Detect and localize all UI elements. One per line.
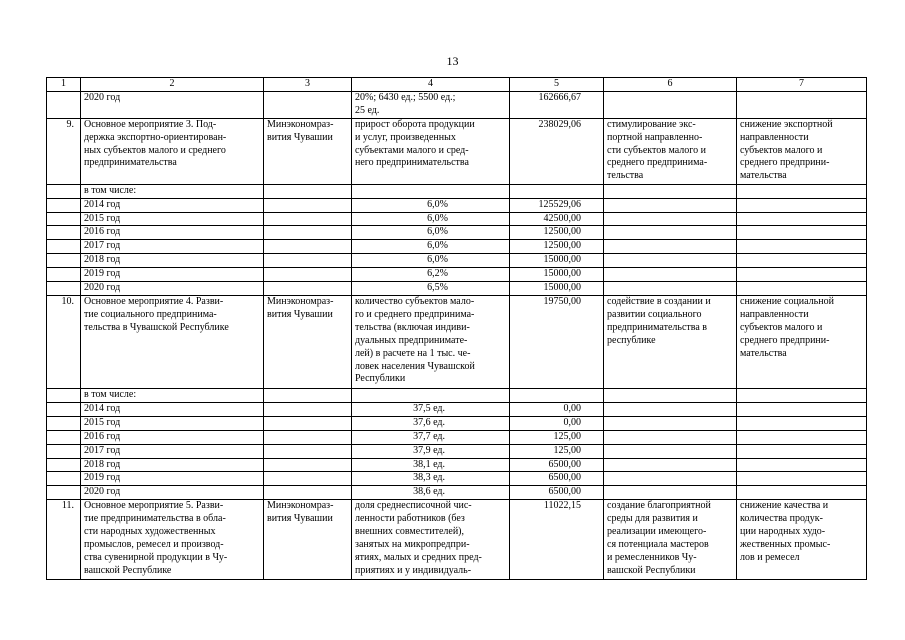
- measure-name: Основное мероприятие 4. Разви- тие социального предпринима- тельства в Чувашской Республике: [81, 295, 264, 388]
- year-cell: 2020 год: [81, 91, 264, 118]
- header-cell: 4: [352, 78, 510, 92]
- value-cell: 6,0%: [352, 226, 510, 240]
- year-cell: 2019 год: [81, 472, 264, 486]
- year-cell: 2018 год: [81, 458, 264, 472]
- amount-cell: 125,00: [510, 430, 604, 444]
- year-cell: 2014 год: [81, 198, 264, 212]
- amount-cell: 125529,06: [510, 198, 604, 212]
- amount-cell: 125,00: [510, 444, 604, 458]
- row-number: 9.: [47, 118, 81, 184]
- indicator: доля среднесписочной чис- ленности работников (без внешних совместителей), занятых на микропредпри- ятиях, малых и средних пред- приятиях и у индивидуаль-: [352, 500, 510, 580]
- executor: Минэкономраз- вития Чувашии: [264, 118, 352, 184]
- table-row: [47, 416, 867, 430]
- table-row: [47, 388, 867, 402]
- amount-cell: 19750,00: [510, 295, 604, 388]
- year-cell: 2016 год: [81, 226, 264, 240]
- amount-cell: 12500,00: [510, 240, 604, 254]
- measures-table: [46, 77, 867, 580]
- table-row: [47, 268, 867, 282]
- result: снижение качества и количества продук- ции народных худо- жественных промыс- лов и ремесел: [737, 500, 867, 580]
- value-cell: 6,0%: [352, 212, 510, 226]
- indicator-cell: 20%; 6430 ед.; 5500 ед.; 25 ед.: [352, 91, 510, 118]
- year-cell: 2015 год: [81, 212, 264, 226]
- table-row: [47, 212, 867, 226]
- amount-cell: 11022,15: [510, 500, 604, 580]
- year-cell: 2020 год: [81, 486, 264, 500]
- indicator: прирост оборота продукции и услуг, произведенных субъектами малого и сред- него предпринимательства: [352, 118, 510, 184]
- measure-row: [47, 118, 867, 184]
- amount-cell: 15000,00: [510, 268, 604, 282]
- amount-cell: 6500,00: [510, 472, 604, 486]
- table-row: [47, 458, 867, 472]
- value-cell: 38,6 ед.: [352, 486, 510, 500]
- value-cell: 37,5 ед.: [352, 402, 510, 416]
- year-cell: 2017 год: [81, 240, 264, 254]
- header-cell: 3: [264, 78, 352, 92]
- executor: Минэкономраз- вития Чувашии: [264, 500, 352, 580]
- value-cell: 6,2%: [352, 268, 510, 282]
- header-row: [47, 78, 867, 92]
- page-number: 13: [446, 54, 459, 68]
- header-cell: 1: [47, 78, 81, 92]
- result: снижение социальной направленности субъектов малого и среднего предприни- мательства: [737, 295, 867, 388]
- amount-cell: 238029,06: [510, 118, 604, 184]
- amount-cell: 6500,00: [510, 486, 604, 500]
- value-cell: 6,0%: [352, 240, 510, 254]
- value-cell: 38,3 ед.: [352, 472, 510, 486]
- table-row: [47, 198, 867, 212]
- amount-cell: 15000,00: [510, 254, 604, 268]
- goal: содействие в создании и развитии социального предпринимательства в республике: [604, 295, 737, 388]
- table-row: [47, 240, 867, 254]
- value-cell: 6,5%: [352, 282, 510, 296]
- goal: стимулирование экс- портной направленно- сти субъектов малого и среднего предпринима- тельства: [604, 118, 737, 184]
- row-number: 11.: [47, 500, 81, 580]
- amount-cell: 0,00: [510, 416, 604, 430]
- year-cell: 2015 год: [81, 416, 264, 430]
- table-row: [47, 184, 867, 198]
- value-cell: 38,1 ед.: [352, 458, 510, 472]
- including-label: в том числе:: [81, 184, 264, 198]
- table-row: [47, 472, 867, 486]
- measure-row: [47, 500, 867, 580]
- amount-cell: 0,00: [510, 402, 604, 416]
- table-row: [47, 254, 867, 268]
- row-number: 10.: [47, 295, 81, 388]
- amount-cell: 42500,00: [510, 212, 604, 226]
- value-cell: 6,0%: [352, 198, 510, 212]
- header-cell: 7: [737, 78, 867, 92]
- table-row: [47, 486, 867, 500]
- value-cell: 37,6 ед.: [352, 416, 510, 430]
- value-cell: 37,9 ед.: [352, 444, 510, 458]
- value-cell: 6,0%: [352, 254, 510, 268]
- including-label: в том числе:: [81, 388, 264, 402]
- table-row: [47, 226, 867, 240]
- value-cell: 37,7 ед.: [352, 430, 510, 444]
- amount-cell: 162666,67: [510, 91, 604, 118]
- year-cell: 2019 год: [81, 268, 264, 282]
- measure-name: Основное мероприятие 5. Разви- тие предпринимательства в обла- сти народных художественных промыслов, ремесел и производ- ства сувенирной продукции в Чу- вашской Республике: [81, 500, 264, 580]
- table-row: [47, 444, 867, 458]
- header-cell: 6: [604, 78, 737, 92]
- result: снижение экспортной направленности субъектов малого и среднего предприни- мательства: [737, 118, 867, 184]
- year-cell: 2020 год: [81, 282, 264, 296]
- amount-cell: 6500,00: [510, 458, 604, 472]
- indicator: количество субъектов мало- го и среднего предпринима- тельства (включая индиви- дуальных предпринимате- лей) в расчете на 1 тыс. че- ловек населения Чувашской Республики: [352, 295, 510, 388]
- measure-name: Основное мероприятие 3. Под- держка экспортно-ориентирован- ных субъектов малого и среднего предпринимательства: [81, 118, 264, 184]
- year-cell: 2018 год: [81, 254, 264, 268]
- header-cell: 2: [81, 78, 264, 92]
- year-cell: 2014 год: [81, 402, 264, 416]
- amount-cell: 12500,00: [510, 226, 604, 240]
- table-row: [47, 282, 867, 296]
- table-row: [47, 430, 867, 444]
- amount-cell: 15000,00: [510, 282, 604, 296]
- year-cell: 2017 год: [81, 444, 264, 458]
- year-cell: 2016 год: [81, 430, 264, 444]
- measure-row: [47, 295, 867, 388]
- goal: создание благоприятной среды для развития и реализации имеющего- ся потенциала мастеров и ремесленников Чу- вашской Республики: [604, 500, 737, 580]
- table-row: [47, 402, 867, 416]
- table-row: [47, 91, 867, 118]
- header-cell: 5: [510, 78, 604, 92]
- executor: Минэкономраз- вития Чувашии: [264, 295, 352, 388]
